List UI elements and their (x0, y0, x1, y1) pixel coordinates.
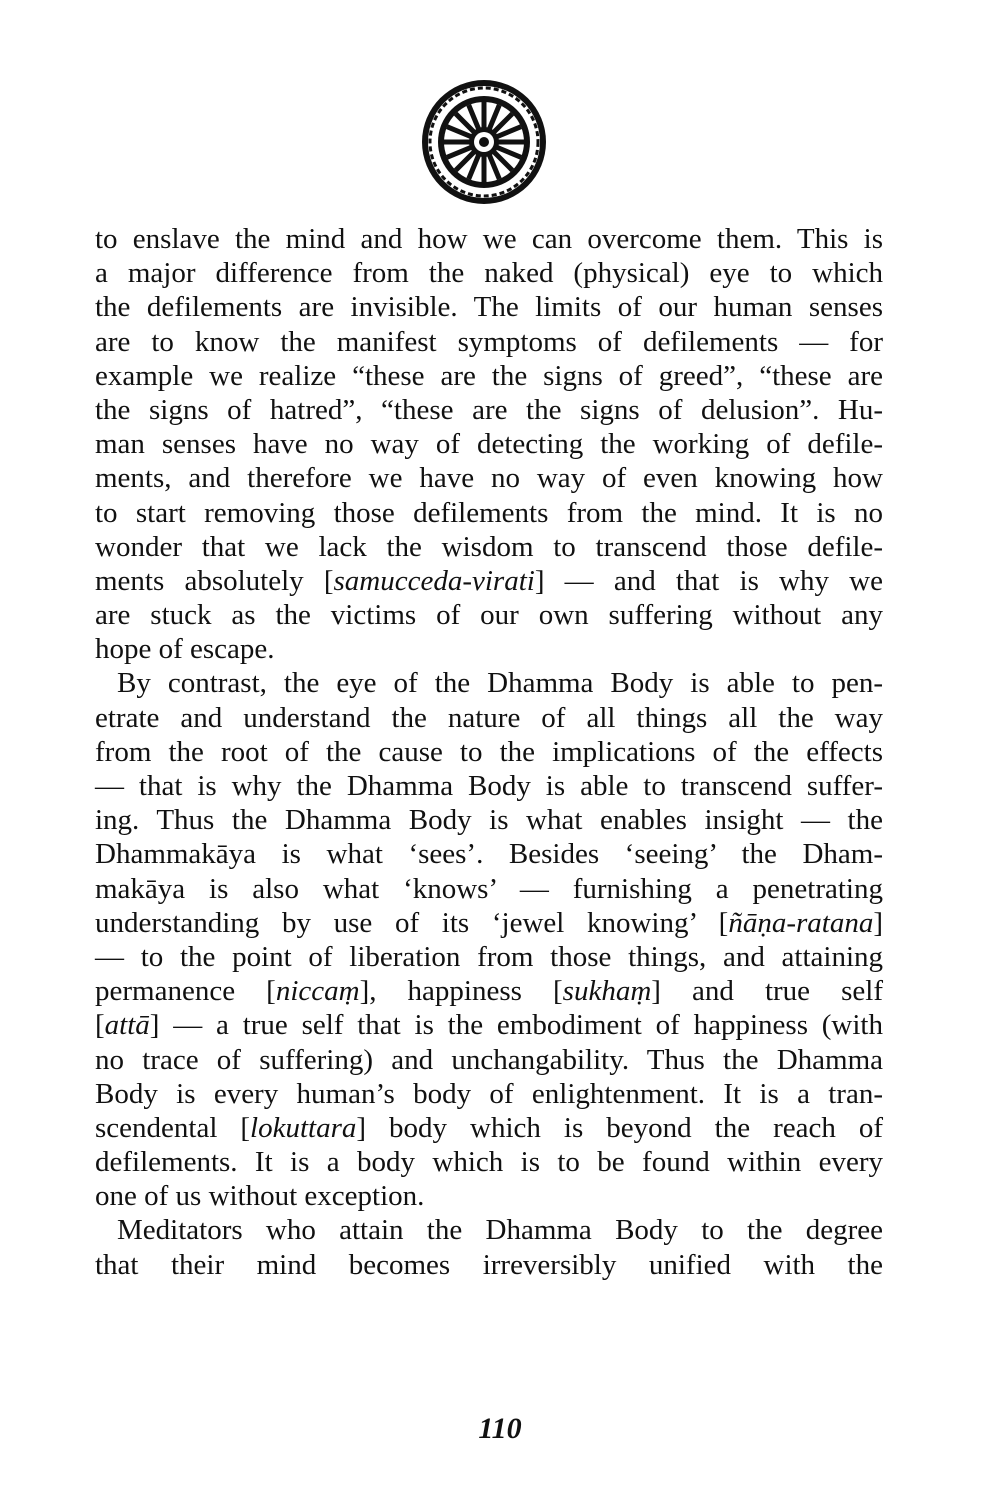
text-segment: that their mind becomes irreversibly unified with the (95, 1248, 883, 1281)
text-line (95, 393, 883, 427)
text-line (95, 564, 883, 598)
pali-term: lokuttara (250, 1111, 357, 1144)
text-segment: ] body which is beyond the reach of (356, 1111, 883, 1144)
text-line (95, 1213, 883, 1247)
text-segment: ] (873, 906, 883, 939)
text-line (95, 290, 883, 324)
text-line (95, 1248, 883, 1282)
text-segment: scendental [ (95, 1111, 251, 1144)
text-line (95, 325, 883, 359)
text-line (95, 974, 883, 1008)
text-segment: makāya is also what ‘knows’ — furnishing a penetrating (95, 872, 883, 905)
text-line (95, 1008, 883, 1042)
text-segment: understanding by use of its ‘jewel knowing’ [ (95, 906, 729, 939)
text-segment: hope of escape. (95, 633, 275, 666)
text-line (95, 1111, 883, 1145)
text-line (95, 1077, 883, 1111)
text-segment: [ (95, 1009, 105, 1042)
text-line (95, 701, 883, 735)
text-line (95, 222, 883, 256)
text-segment: defilements. It is a body which is to be found within every (95, 1146, 883, 1179)
pali-term: sukhaṃ (562, 975, 652, 1008)
text-segment: Meditators who attain the Dhamma Body to the degree (117, 1214, 883, 1247)
pali-term: attā (104, 1009, 150, 1042)
text-line (95, 1179, 883, 1213)
text-line (95, 598, 883, 632)
text-segment: By contrast, the eye of the Dhamma Body is able to pen- (117, 667, 883, 700)
text-line (95, 359, 883, 393)
text-segment: Body is every human’s body of enlightenment. It is a tran- (95, 1077, 883, 1110)
text-segment: — that is why the Dhamma Body is able to transcend suffer- (95, 770, 883, 802)
text-line (95, 666, 883, 700)
paragraph (95, 1213, 883, 1281)
text-segment: one of us without exception. (95, 1180, 425, 1213)
text-segment: ments, and therefore we have no way of even knowing how (95, 462, 883, 495)
text-segment: ments absolutely [ (95, 564, 334, 597)
text-segment: man senses have no way of detecting the working of defile- (95, 428, 883, 461)
text-line (95, 1043, 883, 1077)
text-line (95, 769, 883, 803)
paragraph (95, 666, 883, 1213)
text-segment: permanence [ (95, 975, 276, 1008)
text-segment: to enslave the mind and how we can overcome them. This is (95, 223, 883, 255)
text-segment: the signs of hatred”, “these are the signs of delusion”. Hu- (95, 393, 883, 426)
dhammacakka-wheel-icon (420, 78, 548, 206)
text-line (95, 461, 883, 495)
text-segment: ] and true self (651, 975, 883, 1008)
text-segment: to start removing those defilements from the mind. It is no (95, 496, 883, 529)
body-text (95, 222, 883, 1282)
page-number: 110 (478, 1412, 522, 1445)
text-segment: wonder that we lack the wisdom to transcend those defile- (95, 530, 883, 563)
text-segment: example we realize “these are the signs of greed”, “these are (95, 359, 883, 392)
pali-term: niccaṃ (275, 975, 360, 1008)
text-segment: from the root of the cause to the implications of the effects (95, 735, 883, 768)
text-line (95, 940, 883, 974)
text-segment: ] — a true self that is the embodiment of happiness (with (149, 1009, 883, 1042)
text-segment: Dhammakāya is what ‘sees’. Besides ‘seeing’ the Dham- (95, 838, 883, 871)
text-line (95, 837, 883, 871)
text-line (95, 427, 883, 461)
text-segment: ] — and that is why we (534, 564, 883, 597)
text-segment: no trace of suffering) and unchangability. Thus the Dhamma (95, 1043, 883, 1076)
text-segment: are to know the manifest symptoms of defilements — for (95, 325, 883, 358)
text-segment: etrate and understand the nature of all things all the way (95, 701, 883, 734)
pali-term: samucceda-virati (333, 564, 535, 597)
text-line (95, 496, 883, 530)
paragraph (95, 222, 883, 666)
text-segment: ing. Thus the Dhamma Body is what enables insight — the (95, 804, 883, 837)
text-line (95, 906, 883, 940)
text-line (95, 256, 883, 290)
text-line (95, 735, 883, 769)
pali-term: ñāṇa-ratana (728, 906, 874, 939)
text-line (95, 1145, 883, 1179)
text-segment: — to the point of liberation from those things, and attaining (95, 940, 883, 973)
text-line (95, 530, 883, 564)
text-segment: are stuck as the victims of our own suffering without any (95, 599, 883, 632)
text-line (95, 632, 883, 666)
text-segment: the defilements are invisible. The limits of our human senses (95, 291, 883, 324)
text-segment: a major difference from the naked (physical) eye to which (95, 257, 883, 290)
text-line (95, 872, 883, 906)
text-line (95, 803, 883, 837)
text-segment: ], happiness [ (359, 975, 563, 1008)
